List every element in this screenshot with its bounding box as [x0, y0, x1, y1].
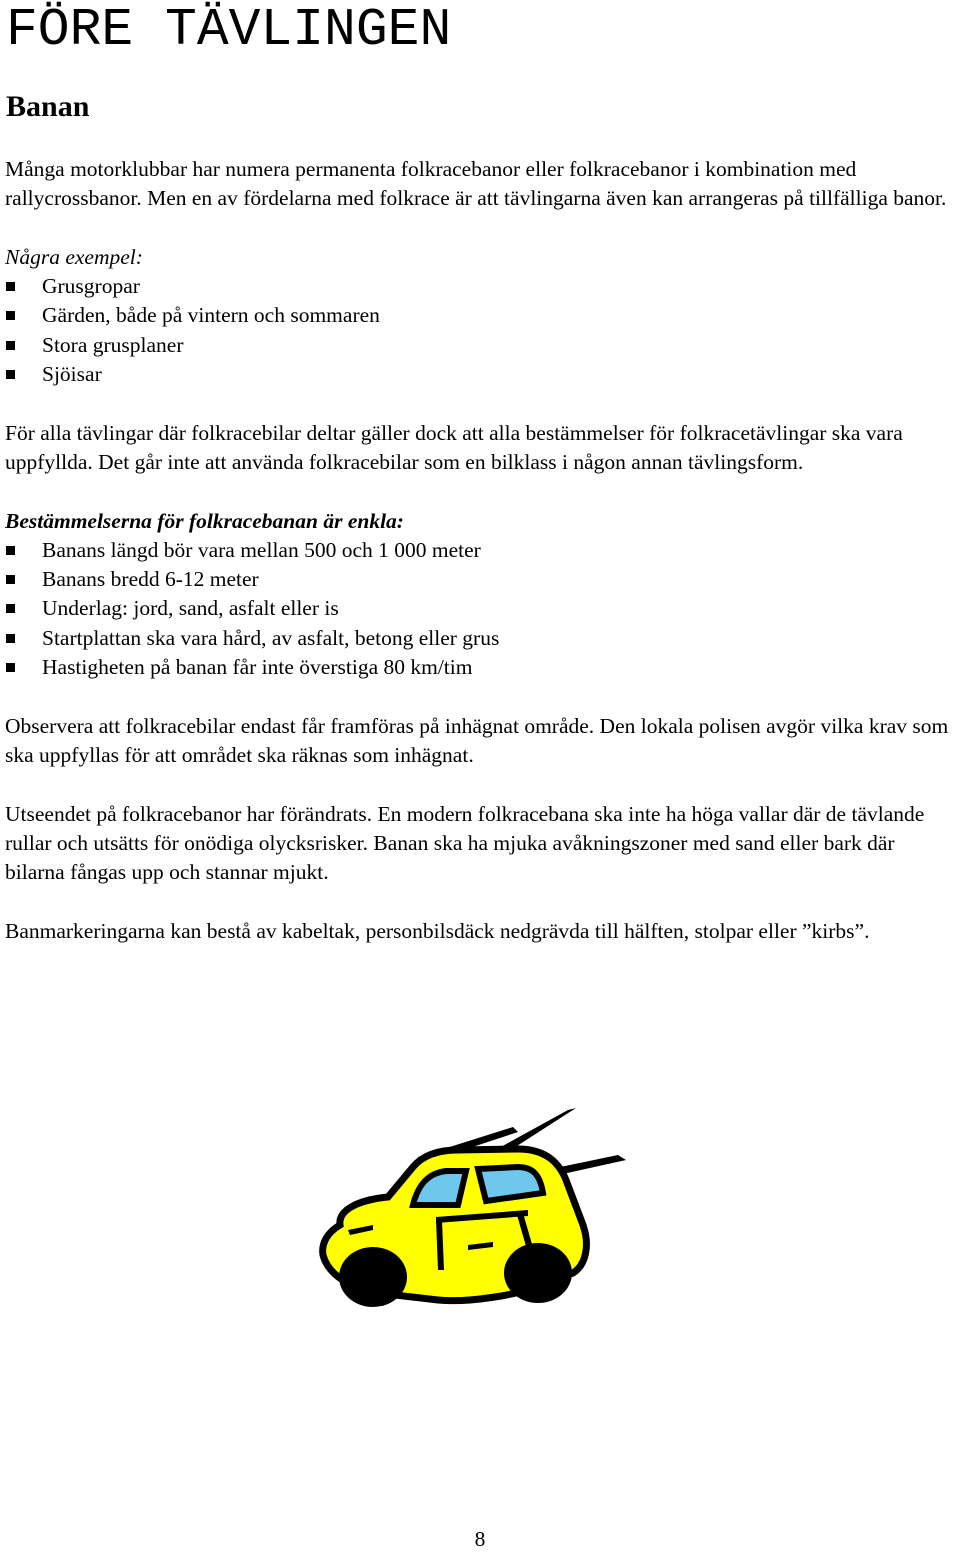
track-markings-paragraph: Banmarkeringarna kan bestå av kabeltak, personbilsdäck nedgrävda till hälften, stolpar eller ”kirbs”. [5, 918, 870, 943]
list-item: Stora grusplaner [5, 331, 957, 360]
bullet-icon [6, 663, 15, 672]
list-item: Hastigheten på banan får inte överstiga 80 km/tim [5, 653, 957, 682]
bullet-icon [6, 311, 15, 320]
list-item: Underlag: jord, sand, asfalt eller is [5, 594, 957, 623]
bullet-icon [6, 575, 15, 584]
car-wheel-rear-icon [504, 1243, 572, 1303]
list-item: Banans bredd 6-12 meter [5, 565, 957, 594]
list-item: Startplattan ska vara hård, av asfalt, betong eller grus [5, 624, 957, 653]
rules-paragraph: För alla tävlingar där folkracebilar deltar gäller dock att alla bestämmelser för folkracetävlingar ska vara uppfyllda. Det går inte att använda folkracebilar som en bilklass i någon annan tävlingsform. [5, 420, 903, 474]
car-window-rear [478, 1167, 543, 1201]
page-title: FÖRE TÄVLINGEN [6, 0, 452, 60]
car-clipart-icon [318, 1105, 638, 1335]
list-item: Grusgropar [5, 272, 957, 301]
bullet-icon [6, 282, 15, 291]
bullet-icon [6, 604, 15, 613]
bullet-icon [6, 370, 15, 379]
intro-paragraph: Många motorklubbar har numera permanenta folkracebanor eller folkracebanor i kombination med rallycrossbanor. Men en av fördelarna med folkrace är att tävlingarna även kan arrangeras på tillfälliga banor. [5, 157, 947, 211]
section-heading: Banan [6, 90, 90, 123]
examples-label: Några exempel: [5, 244, 143, 269]
list-item: Gärden, både på vintern och sommaren [5, 301, 957, 330]
bullet-icon [6, 546, 15, 555]
examples-list [5, 272, 957, 389]
document-body [5, 155, 957, 946]
list-item: Sjöisar [5, 360, 957, 389]
car-wheel-front-icon [339, 1247, 407, 1307]
requirements-label: Bestämmelserna för folkracebanan är enkla: [5, 508, 404, 533]
track-design-paragraph: Utseendet på folkracebanor har förändrats. En modern folkracebana ska inte ha höga vallar där de tävlande rullar och utsätts för onödiga olycksrisker. Banan ska ha mjuka avåkningszoner med sand eller bark där bilarna fångas upp och stannar mjukt. [5, 801, 925, 885]
requirements-list [5, 536, 957, 682]
bullet-icon [6, 341, 15, 350]
list-item: Banans längd bör vara mellan 500 och 1 000 meter [5, 536, 957, 565]
page-number: 8 [474, 1527, 486, 1551]
enclosure-paragraph: Observera att folkracebilar endast får framföras på inhägnat område. Den lokala polisen avgör vilka krav som ska uppfyllas för att området ska räknas som inhägnat. [5, 713, 949, 767]
bullet-icon [6, 634, 15, 643]
